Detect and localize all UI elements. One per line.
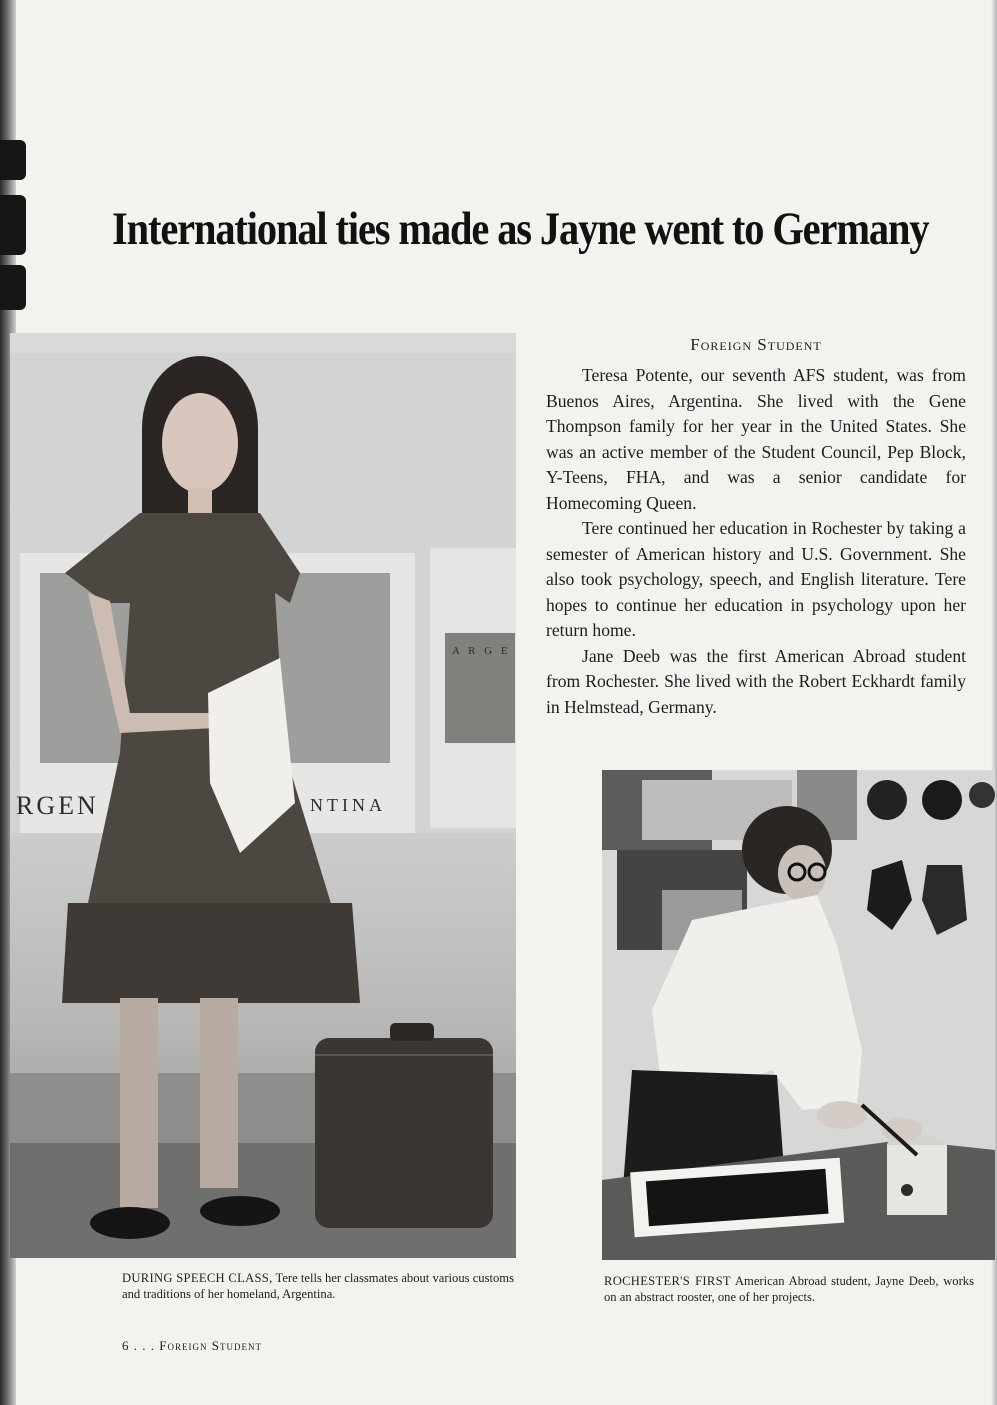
page-headline: International ties made as Jayne went to Germany — [112, 203, 929, 256]
page-number: 6 — [122, 1338, 130, 1353]
caption-right-lead: ROCHESTER'S FIRST — [604, 1274, 731, 1288]
article-paragraph-1: Teresa Potente, our seventh AFS student, was from Buenos Aires, Argentina. She lived with the Gene Thompson family for her year in the United States. She was an active member of the Student Council, Pep Block, Y-Teens, FHA, and was a senior candidate for Homecoming Queen. — [546, 365, 966, 513]
binding-ring-2 — [0, 195, 26, 255]
caption-left-lead: DURING SPEECH CLASS, — [122, 1271, 273, 1285]
page-folio — [122, 1338, 262, 1354]
photo-foreign-student — [10, 333, 516, 1258]
section-title: Foreign Student — [690, 335, 822, 354]
poster-text-middle: NTINA — [310, 795, 386, 815]
caption-right-text: American Abroad student, Jayne Deeb, works on an abstract rooster, one of her projects. — [604, 1274, 974, 1304]
folio-separator: . . . — [129, 1338, 160, 1353]
caption-left-text: Tere tells her classmates about various customs and traditions of her homeland, Argentina. — [122, 1271, 514, 1301]
article-paragraph-3: Jane Deeb was the first American Abroad student from Rochester. She lived with the Robert Eckhardt family in Helmstead, Germany. — [546, 645, 966, 717]
caption-left — [122, 1270, 514, 1302]
photo-american-abroad-illustration — [602, 770, 995, 1260]
poster-text-upper: A R G E — [452, 645, 511, 657]
poster-text-left: RGEN — [16, 791, 99, 820]
caption-right — [604, 1273, 974, 1305]
folio-section: Foreign Student — [159, 1338, 262, 1353]
article-paragraph-2: Tere continued her education in Rochester by taking a semester of American history and U.S. Government. She also took psychology, speech, and English literature. Tere hopes to continue her education in psychology upon her return home. — [546, 518, 966, 640]
article-body — [546, 363, 966, 720]
photo-american-abroad-student — [602, 770, 995, 1260]
binding-ring-1 — [0, 140, 26, 180]
binding-ring-3 — [0, 265, 26, 310]
